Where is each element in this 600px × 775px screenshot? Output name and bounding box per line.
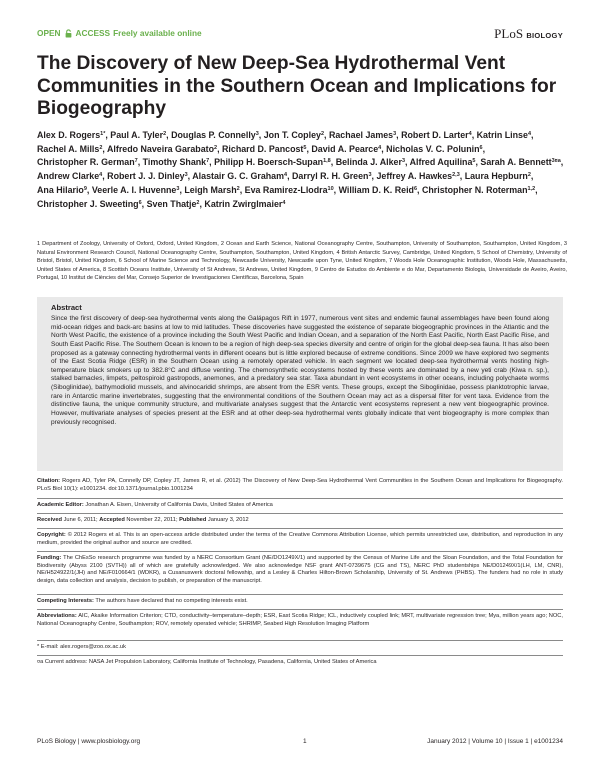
rule: [37, 594, 563, 595]
author-affiliation-mark: 3: [393, 131, 397, 137]
author-affiliation-mark: 9: [83, 185, 87, 192]
author-affiliation-mark: 5: [303, 144, 307, 151]
page-header: [37, 26, 563, 42]
open-access-label: OPEN: [37, 28, 61, 38]
copyright-text: © 2012 Rogers et al. This is an open-access article distributed under the terms of the Creative Commons Attribution License, which permits unrestricted use, distribution, and reproduction in any medium, provided the original author and source are credited.: [37, 532, 563, 546]
affiliations: 1 Department of Zoology, University of Oxford, Oxford, United Kingdom, 2 Ocean and Earth Science, National Oceanography Centre, Southampton, University of Southampton, Southampton, United Kingdom, 3 Natural Environment Research Council, National Oceanography Centre, Southampton, Southampton, United Kingdom, 4 British Antarctic Survey, Cambridge, United Kingdom, 5 School of Chemistry, University of Bristol, Bristol, United Kingdom, 6 School of Marine Science and Technology, Newcastle University, Newcastle upon Tyne, United Kingdom, 7 Woods Hole Oceanographic Institution, Woods Hole, Massachusetts, United States of America, 8 Scottish Oceans Institute, University of St Andrews, St Andrews, United Kingdom, 9 Centro de Estudos do Ambiente e do Mar, Departamento Biologia, Universidade de Aveiro, Aveiro, Portugal, 10 Institut de Ciències del Mar, Consejo Superior de Investigaciones Científicas, Barcelona, Spain: [37, 241, 567, 281]
author-name: Paul A. Tyler$^2$: [110, 130, 167, 140]
footer-issue: January 2012 | Volume 10 | Issue 1 | e1001234: [427, 738, 563, 745]
accepted-label: Accepted: [99, 517, 125, 523]
author-name: Douglas P. Connelly$^3$: [171, 130, 259, 140]
journal-brand: PLoS: [494, 26, 524, 41]
rule: [37, 609, 563, 610]
current-address: ¤a Current address: NASA Jet Propulsion Laboratory, California Institute of Technology, Pasadena, California, United States of America: [37, 659, 377, 665]
abbreviations-text: AIC, Akaike Information Criterion; CTD, conductivity–temperature–depth; ESR, East Scotia Ridge; ICL, inductively coupled link; MRT, multivariate regression tree; Mya, million years ago; NOC, National Oceanography Centre, Southampton; ROV, remotely operated vehicle; SHRIMP, Seabed High Resolution Imaging Platform: [37, 613, 563, 627]
author-name: Christopher J. Sweeting$^6$: [37, 198, 142, 209]
open-lock-icon: [64, 29, 73, 38]
author-affiliation-mark: 6: [479, 144, 483, 151]
copyright-label: Copyright:: [37, 532, 66, 538]
author-affiliation-mark: 2: [163, 131, 167, 137]
received-date: June 6, 2011;: [63, 517, 98, 523]
competing-text: The authors have declared that no competing interests exist.: [95, 598, 248, 604]
author-affiliation-mark: 4: [378, 144, 382, 151]
funding: [37, 555, 563, 585]
author-affiliation-mark: 3: [368, 172, 372, 179]
author-name: Jeffrey A. Hawkes$^{2,3}$: [376, 171, 460, 182]
article-dates: [37, 517, 563, 525]
abbreviations: [37, 613, 563, 628]
author-name: Leigh Marsh$^2$: [184, 184, 240, 195]
rule: [37, 551, 563, 552]
author-affiliation-mark: 1,2: [527, 185, 536, 192]
author-name: Alex D. Rogers$^{1*}$: [37, 130, 106, 140]
page-footer: [37, 738, 563, 750]
author-affiliation-mark: 7: [206, 158, 210, 165]
author-affiliation-mark: 1*: [100, 131, 106, 137]
received-label: Received: [37, 517, 62, 523]
access-label: ACCESS: [75, 28, 111, 38]
author-name: Jon T. Copley$^2$: [263, 130, 324, 140]
rule: [37, 655, 563, 656]
rule: [37, 528, 563, 529]
page-number: 1: [303, 738, 307, 745]
competing-interests: [37, 598, 563, 606]
author-affiliation-mark: 4: [99, 172, 103, 179]
author-list: Alex D. Rogers$^{1*}$, Paul A. Tyler$^2$, Douglas P. Connelly$^3$, Jon T. Copley$^2$, Rachael James$^3$, Robert D. Larter$^4$, Katrin Linse$^4$, Rachel A. Mills$^2$, Alfredo Naveira Garabato$^2$, Richard D. Pancost$^5$, David A. Pearce$^4$, Nicholas V. C. Polunin$^6$, Christopher R. German$^7$, Timothy Shank$^7$, Philipp H. Boersch-Supan$^{1,8}$, Belinda J. Alker$^3$, Alfred Aquilina$^5$, Sarah A. Bennett$^{3¤a}$, Andrew Clarke$^4$, Robert J. J. Dinley$^3$, Alastair G. C. Graham$^4$, Darryl R. H. Green$^3$, Jeffrey A. Hawkes$^{2,3}$, Laura Hepburn$^2$, Ana Hilario$^9$, Veerle A. I. Huvenne$^3$, Leigh Marsh$^2$, Eva Ramirez-Llodra$^{10}$, William D. K. Reid$^6$, Christopher N. Roterman$^{1,2}$, Christopher J. Sweeting$^6$, Sven Thatje$^2$, Katrin Zwirglmaier$^4$: [37, 130, 564, 209]
academic-editor: [37, 502, 563, 510]
author-name: David A. Pearce$^4$: [311, 143, 382, 154]
author-affiliation-mark: 7: [134, 158, 138, 165]
author-name: Katrin Zwirglmaier$^4$: [204, 198, 286, 209]
abstract-text: Since the first discovery of deep-sea hydrothermal vents along the Galápagos Rift in 1977, numerous vent sites and endemic faunal assemblages have been found along mid-ocean ridges and back-arc basins at low to mid latitudes. These discoveries have suggested the existence of separate biogeographic provinces in the Atlantic and the North West Pacific, the existence of a province including the South West Pacific and Indian Ocean, and a separation of the North East Pacific, North East Pacific Rise, and South East Pacific Rise. The Southern Ocean is known to be a region of high deep-sea species diversity and centre of origin for the global deep-sea fauna. It has also been proposed as a gateway connecting hydrothermal vents in different oceans but is little explored because of extreme conditions. Since 2009 we have explored two segments of the East Scotia Ridge (ESR) in the Southern Ocean using a remotely operated vehicle. In each segment we located deep-sea hydrothermal vents hosting high-temperature black smokers up to 382.8°C and diffuse venting. The chemosynthetic ecosystems hosted by these vents are dominated by a new yeti crab (Kiwa n. sp.), stalked barnacles, limpets, peltospiroid gastropods, anemones, and a predatory sea star. Taxa abundant in vent ecosystems in other oceans, including polychaete worms (Siboglinidae), bathymodiolid mussels, and alvinocaridid shrimps, are absent from the ESR vents. These groups, except the Siboglinidae, possess planktotrophic larvae, rare in Antarctic marine invertebrates, suggesting that the environmental conditions of the Southern Ocean may act as a dispersal filter for vent taxa. Evidence from the distinctive fauna, the unique community structure, and multivariate analyses suggest that the Antarctic vent ecosystems represent a new vent biogeographic province. However, multivariate analyses of species present at the ESR and at other deep-sea hydrothermal vents globally indicate that vent biogeography is more complex than previously recognised.: [51, 315, 549, 426]
author-name: Christopher R. German$^7$: [37, 157, 138, 168]
abstract-box: [37, 297, 563, 471]
author-affiliation-mark: 4: [468, 131, 472, 137]
author-name: Belinda J. Alker$^3$: [335, 157, 406, 168]
author-affiliation-mark: 4: [282, 199, 286, 206]
editor-text: Jonathan A. Eisen, University of California Davis, United States of America: [85, 502, 273, 508]
article-title: The Discovery of New Deep-Sea Hydrothermal Vent Communities in the Southern Ocean and Implications for Biogeography: [37, 53, 557, 119]
author-name: Robert J. J. Dinley$^3$: [107, 171, 188, 182]
author-name: Christopher N. Roterman$^{1,2}$: [421, 184, 536, 195]
rule: [37, 640, 563, 641]
author-affiliation-mark: 4: [527, 131, 531, 137]
corresponding-email: * E-mail: alex.rogers@zoo.ox.ac.uk: [37, 644, 126, 650]
author-name: Robert D. Larter$^4$: [401, 130, 472, 140]
published-date: January 3, 2012: [207, 517, 249, 523]
author-name: Timothy Shank$^7$: [142, 157, 210, 168]
author-name: Sarah A. Bennett$^{3¤a}$: [480, 157, 561, 168]
author-name: Andrew Clarke$^4$: [37, 171, 103, 182]
freely-available-label: Freely available online: [113, 28, 202, 38]
journal-suffix: BIOLOGY: [526, 31, 563, 40]
author-affiliation-mark: 2: [99, 144, 103, 151]
author-name: Darryl R. H. Green$^3$: [292, 171, 372, 182]
author-name: Ana Hilario$^9$: [37, 184, 87, 195]
rule: [37, 513, 563, 514]
funding-text: The ChEsSo research programme was funded by a NERC Consortium Grant (NE/DO1249X/1) and supported by the Census of Marine Life and the Sloan Foundation, and the Total Foundation for Biodiversity (Abyss 2100 (SVTH)) all of which are gratefully acknowledged. We also acknowledge NSF grant ANT-0739675 (CG and TS), NERC PhD studentships NE/D01249X/1(LH, LM, CNR), NE/H524922/1(JH) and NE/F010664/1 (WDKR), a Cusanuswerk doctoral fellowship, and a Lesley & Charles Hilton-Brown Scholarship, University of St. Andrews (PHBS). The funders had no role in study design, data collection and analysis, decision to publish, or preparation of the manuscript.: [37, 555, 564, 584]
author-name: Alastair G. C. Graham$^4$: [192, 171, 288, 182]
author-affiliation-mark: 2: [320, 131, 324, 137]
author-name: William D. K. Reid$^6$: [338, 184, 418, 195]
author-name: Philipp H. Boersch-Supan$^{1,8}$: [214, 157, 331, 168]
author-affiliation-mark: 6: [138, 199, 142, 206]
author-affiliation-mark: 4: [284, 172, 288, 179]
author-affiliation-mark: 2: [236, 185, 240, 192]
published-label: Published: [179, 517, 207, 523]
author-affiliation-mark: 2,3: [452, 172, 460, 179]
citation: [37, 478, 563, 493]
copyright: [37, 532, 563, 547]
author-affiliation-mark: 3: [184, 172, 188, 179]
author-name: Eva Ramirez-Llodra$^{10}$: [244, 184, 334, 195]
author-affiliation-mark: 10: [327, 185, 334, 192]
author-affiliation-mark: 6: [413, 185, 418, 192]
open-access-badge: [37, 28, 202, 38]
abstract-heading: Abstract: [51, 303, 82, 312]
author-name: Sven Thatje$^2$: [146, 198, 200, 209]
author-name: Veerle A. I. Huvenne$^3$: [91, 184, 180, 195]
competing-label: Competing Interests:: [37, 598, 94, 604]
editor-label: Academic Editor:: [37, 502, 84, 508]
author-name: Alfred Aquilina$^5$: [409, 157, 476, 168]
author-affiliation-mark: 3¤a: [551, 158, 561, 165]
author-name: Katrin Linse$^4$: [476, 130, 531, 140]
author-name: Nicholas V. C. Polunin$^6$: [386, 143, 483, 154]
author-name: Rachael James$^3$: [328, 130, 397, 140]
footer-journal: PLoS Biology | www.plosbiology.org: [37, 738, 141, 745]
author-affiliation-mark: 2: [527, 172, 531, 179]
abbreviations-label: Abbreviations:: [37, 613, 77, 619]
journal-logo: [494, 26, 563, 42]
author-affiliation-mark: 1,8: [323, 158, 331, 165]
author-affiliation-mark: 2: [214, 144, 218, 151]
funding-label: Funding:: [37, 555, 62, 561]
accepted-date: November 22, 2011;: [126, 517, 178, 523]
citation-text: Rogers AD, Tyler PA, Connelly DP, Copley JT, James R, et al. (2012) The Discovery of New Deep-Sea Hydrothermal Vent Communities in the Southern Ocean and Implications for Biogeography. PLoS Biol 10(1): e1001234. doi:10.1371/journal.pbio.1001234: [37, 478, 563, 492]
author-affiliation-mark: 5: [472, 158, 476, 165]
author-affiliation-mark: 3: [401, 158, 406, 165]
author-affiliation-mark: 3: [176, 185, 180, 192]
citation-label: Citation:: [37, 478, 61, 484]
author-name: Richard D. Pancost$^5$: [222, 143, 307, 154]
author-name: Rachel A. Mills$^2$: [37, 143, 103, 154]
rule: [37, 498, 563, 499]
author-affiliation-mark: 2: [196, 199, 200, 206]
author-affiliation-mark: 3: [255, 131, 259, 137]
author-name: Alfredo Naveira Garabato$^2$: [106, 143, 218, 154]
author-name: Laura Hepburn$^2$: [464, 171, 531, 182]
